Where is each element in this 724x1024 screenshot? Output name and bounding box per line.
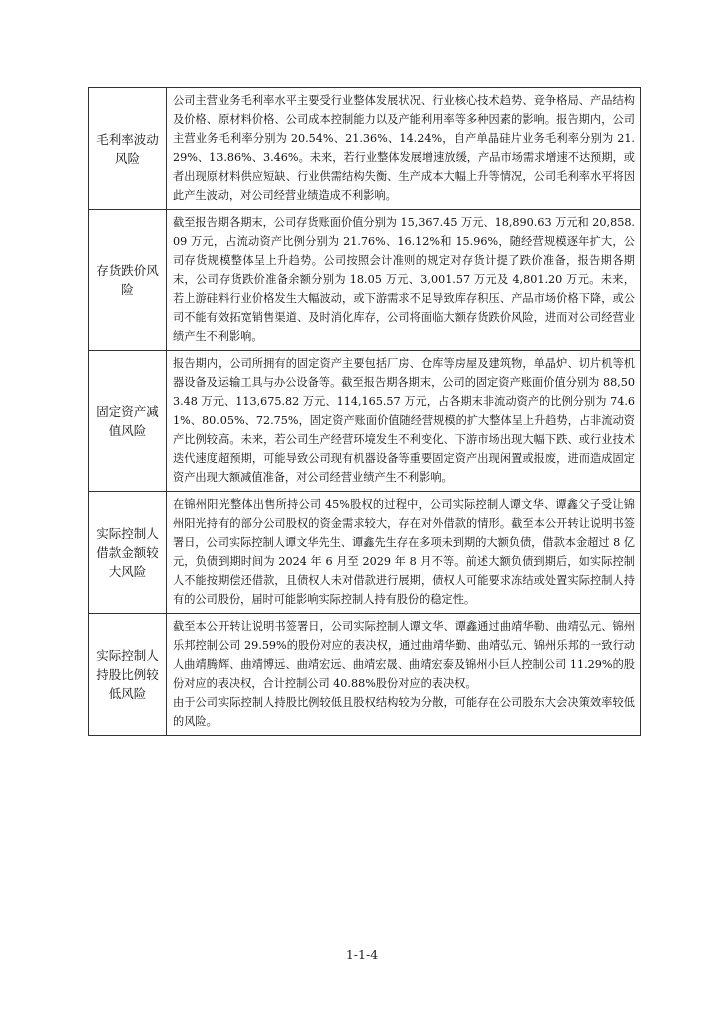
table-row — [89, 492, 641, 614]
risk-name: 实际控制人借款金额较大风险 — [89, 492, 167, 614]
risk-description — [167, 210, 641, 351]
risk-table — [88, 87, 641, 736]
risk-name: 毛利率波动风险 — [89, 88, 167, 210]
risk-paragraph: 截至报告期各期末，公司存货账面价值分别为 15,367.45 万元、18,890.63 万元和 20,858.09 万元，占流动资产比例分别为 21.76%、16.12%和 15.96%，随经营规模逐年扩大，公司存货规模整体呈上升趋势。公司按照会计准则的规定对存货计提了跌价准备，报告期各期末，公司存货跌价准备余额分别为 18.05 万元、3,001.57 万元及 4,801.20 万元。未来，若上游硅料行业价格发生大幅波动，或下游需求不足导致库存积压、产品市场价格下降，或公司不能有效拓宽销售渠道、及时消化库存，公司将面临大额存货跌价风险，进而对公司经营业绩产生不利影响。 — [173, 216, 635, 343]
risk-paragraph: 在锦州阳光整体出售所持公司 45%股权的过程中，公司实际控制人谭文华、谭鑫父子受让锦州阳光持有的部分公司股权的资金需求较大，存在对外借款的情形。截至本公开转让说明书签署日，公司实际控制人谭文华先生、谭鑫先生存在多项未到期的大额负债，借款本金超过 8 亿元，负债到期时间为 2024 年 6 月至 2029 年 8 月不等。前述大额负债到期后，如实际控制人不能按期偿还借款，且债权人未对借款进行展期，债权人可能要求冻结或处置实际控制人持有的公司股份，届时可能影响实际控制人持有股份的稳定性。 — [173, 498, 635, 606]
page-number: 1-1-4 — [345, 947, 379, 962]
table-row — [89, 88, 641, 210]
risk-paragraph: 截至本公开转让说明书签署日，公司实际控制人谭文华、谭鑫通过曲靖华勒、曲靖弘元、锦州乐邦控制公司 29.59%的股份对应的表决权，通过曲靖华勤、曲靖弘元、锦州乐邦的一致行动人曲靖腾辉、曲靖博远、曲靖宏远、曲靖宏晟、曲靖宏泰及锦州小巨人控制公司 11.29%的股份对应的表决权，合计控制公司 40.88%股份对应的表决权。 — [173, 620, 635, 690]
risk-paragraph: 公司主营业务毛利率水平主要受行业整体发展状况、行业核心技术趋势、竞争格局、产品结构及价格、原材料价格、公司成本控制能力以及产能利用率等多种因素的影响。报告期内，公司主营业务毛利率分别为 20.54%、21.36%、14.24%，自产单晶硅片业务毛利率分别为 21.29%、13.86%、3.46%。未来，若行业整体发展增速放缓，产品市场需求增速不达预期，或者出现原材料供应短缺、行业供需结构失衡、生产成本大幅上升等情况，公司毛利率水平将因此产生波动，对公司经营业绩造成不利影响。 — [173, 94, 635, 202]
table-row — [89, 210, 641, 351]
risk-description — [167, 351, 641, 492]
risk-description — [167, 88, 641, 210]
table-row — [89, 614, 641, 736]
risk-name: 存货跌价风险 — [89, 210, 167, 351]
risk-paragraph: 由于公司实际控制人持股比例较低且股权结构较为分散，可能存在公司股东大会决策效率较低的风险。 — [173, 696, 635, 728]
risk-name: 固定资产减值风险 — [89, 351, 167, 492]
risk-description — [167, 614, 641, 736]
table-row — [89, 351, 641, 492]
risk-description — [167, 492, 641, 614]
risk-name: 实际控制人持股比例较低风险 — [89, 614, 167, 736]
risk-paragraph: 报告期内，公司所拥有的固定资产主要包括厂房、仓库等房屋及建筑物，单晶炉、切片机等机器设备及运输工具与办公设备等。截至报告期各期末，公司的固定资产账面价值分别为 88,503.48 万元、113,675.82 万元、114,165.57 万元，占各期末非流动资产的比例分别为 74.61%、80.05%、72.75%，固定资产账面价值随经营规模的扩大整体呈上升趋势，占非流动资产比例较高。未来，若公司生产经营环境发生不利变化、下游市场出现大幅下跌、或行业技术迭代速度超预期，可能导致公司现有机器设备等重要固定资产出现闲置或报废，进而造成固定资产出现大额减值准备，对公司经营业绩产生不利影响。 — [173, 357, 635, 484]
